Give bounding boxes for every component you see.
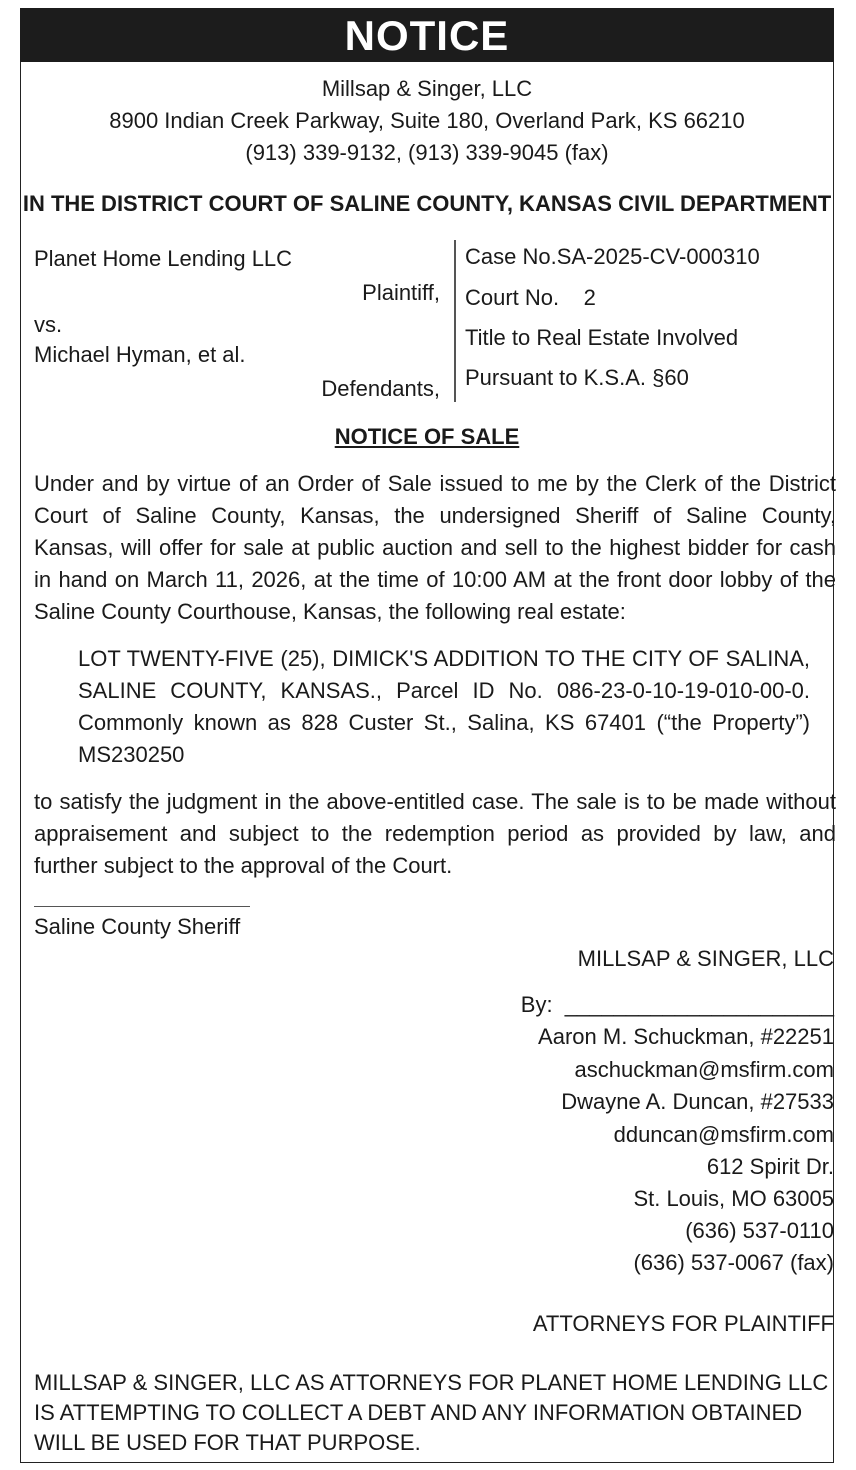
closing-paragraph: to satisfy the judgment in the above-entitled case. The sale is to be made without appraisement and subject to the redemption period as provided by law, and further subject to the approval of the Court. <box>34 789 836 878</box>
attorney-1: Aaron M. Schuckman, #22251 <box>538 1024 834 1049</box>
legal-description: LOT TWENTY-FIVE (25), DIMICK'S ADDITION TO THE CITY OF SALINA, SALINE COUNTY, KANSAS., Parcel ID No. 086-23-0-10-19-010-00-0. Commonly known as 828 Custer St., Salina, KS 67401 (“the Property”) MS230250 <box>78 646 810 767</box>
case-number: Case No.SA-2025-CV-000310 <box>465 244 760 269</box>
attorneys-role: ATTORNEYS FOR PLAINTIFF <box>532 1311 834 1336</box>
pursuant-statute: Pursuant to K.S.A. §60 <box>465 365 689 390</box>
court-number: Court No. 2 <box>465 285 596 310</box>
firm-name: Millsap & Singer, LLC <box>321 76 533 101</box>
defendant-name: Michael Hyman, et al. <box>34 342 246 367</box>
notice-of-sale-heading: NOTICE OF SALE <box>334 424 520 449</box>
court-heading: IN THE DISTRICT COURT OF SALINE COUNTY, KANSAS CIVIL DEPARTMENT <box>22 191 832 216</box>
street-address: 612 Spirit Dr. <box>706 1154 834 1179</box>
title-real-estate: Title to Real Estate Involved <box>465 325 739 350</box>
signature-by-line: By: ______________________ <box>520 992 834 1017</box>
firm-address: 8900 Indian Creek Parkway, Suite 180, Overland Park, KS 66210 <box>109 108 745 133</box>
sale-paragraph: Under and by virtue of an Order of Sale issued to me by the Clerk of the District Court of Saline County, Kansas, the undersigned Sheriff of Saline County, Kansas, will offer for sale at public auction and sell to the highest bidder for cash in hand on March 11, 2026, at the time of 10:00 AM at the front door lobby of the Saline County Courthouse, Kansas, the following real estate: <box>34 471 836 624</box>
attorney-2-email: dduncan@msfirm.com <box>613 1122 834 1147</box>
firm-phones: (913) 339-9132, (913) 339-9045 (fax) <box>245 140 609 165</box>
plaintiff-name: Planet Home Lending LLC <box>34 246 293 271</box>
phone-number: (636) 537-0110 <box>685 1218 834 1243</box>
attorney-2: Dwayne A. Duncan, #27533 <box>561 1089 834 1114</box>
fax-number: (636) 537-0067 (fax) <box>633 1250 834 1275</box>
versus: vs. <box>34 312 63 337</box>
plaintiff-label: Plaintiff, <box>362 280 440 305</box>
sheriff-title: Saline County Sheriff <box>34 914 241 939</box>
notice-banner: NOTICE <box>20 8 834 62</box>
signature-firm: MILLSAP & SINGER, LLC <box>577 946 834 971</box>
debt-collection-disclaimer: MILLSAP & SINGER, LLC AS ATTORNEYS FOR PLANET HOME LENDING LLC IS ATTEMPTING TO COLLECT A DEBT AND ANY INFORMATION OBTAINED WILL BE USED FOR THAT PURPOSE. <box>34 1370 829 1455</box>
city-state-zip: St. Louis, MO 63005 <box>633 1186 834 1211</box>
caption-divider <box>454 240 456 402</box>
attorney-1-email: aschuckman@msfirm.com <box>574 1057 834 1082</box>
defendant-label: Defendants, <box>321 376 440 401</box>
sheriff-signature-line <box>34 906 250 907</box>
